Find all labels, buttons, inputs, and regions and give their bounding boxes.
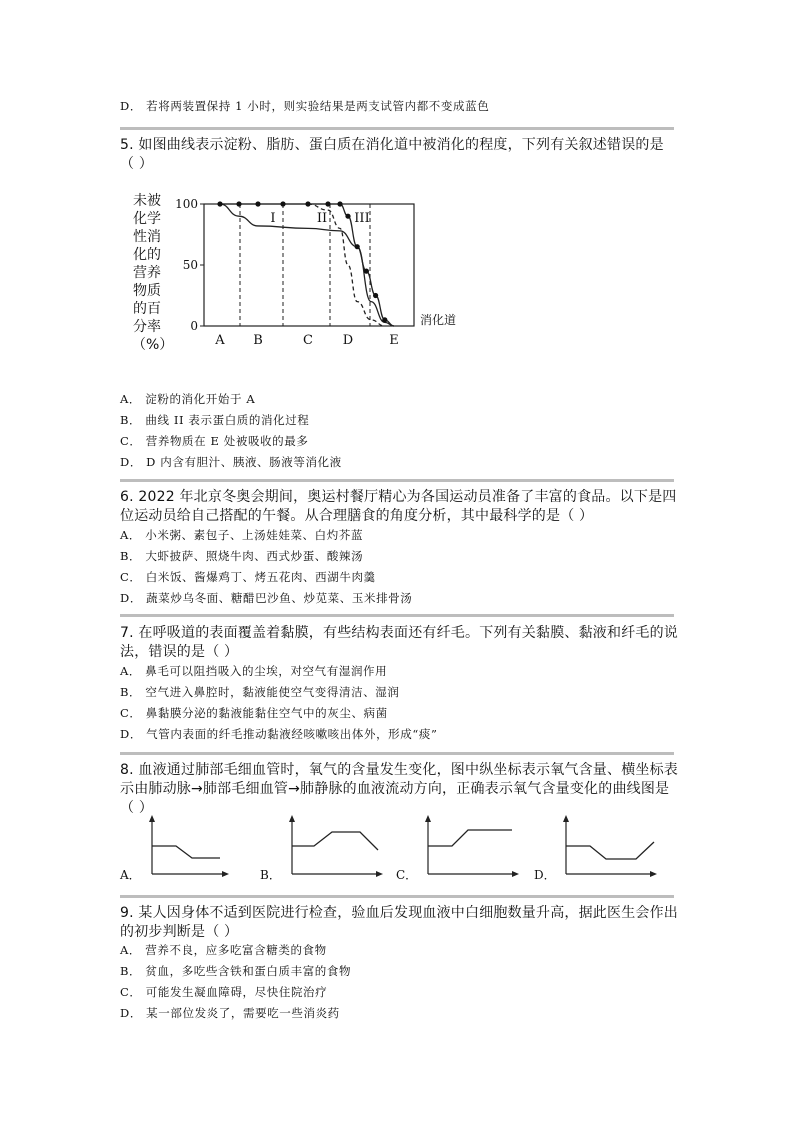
x-category-label: D [342, 333, 354, 348]
q8-graph-d [554, 814, 658, 880]
q9-option-d: D． 某一部位发炎了，需要吃一些消炎药 [120, 1006, 340, 1020]
q9-stem-line2: 的初步判断是（ ） [120, 924, 239, 940]
q7-option-b: B． 空气进入鼻腔时，黏液能使空气变得清洁、湿润 [120, 685, 400, 699]
curve-label: I [270, 211, 276, 226]
ylabel-line: （%） [132, 337, 174, 353]
curve-label: II [316, 211, 328, 226]
q9-stem-line1: 9. 某人因身体不适到医院进行检查，验血后发现血液中白细胞数量升高，据此医生会作出 [120, 905, 679, 921]
ylabel-line: 物质 [133, 283, 161, 299]
q9-option-b: B． 贫血，多吃些含铁和蛋白质丰富的食物 [120, 964, 352, 978]
q8-stem-line1: 8. 血液通过肺部毛细血管时，氧气的含量发生变化，图中纵坐标表示氧气含量、横坐标表 [120, 762, 679, 778]
separator [120, 895, 674, 898]
q5-stem-line2: （ ） [120, 156, 154, 172]
q8-option-c-label: C． [396, 868, 418, 882]
q7-stem-line1: 7. 在呼吸道的表面覆盖着黏膜，有些结构表面还有纤毛。下列有关黏膜、黏液和纤毛的说 [120, 625, 679, 641]
q8-stem-line3: （ ） [120, 800, 154, 816]
curve-iii-point [280, 201, 285, 206]
q5-option-b: B． 曲线 II 表示蛋白质的消化过程 [120, 413, 310, 427]
curve-iii-point [364, 269, 369, 274]
q8-stem-line2: 示由肺动脉→肺部毛细血管→肺静脉的血液流动方向，正确表示氧气含量变化的曲线图是 [120, 781, 670, 797]
ylabel-line: 性消 [133, 229, 161, 245]
ylabel-line: 营养 [133, 265, 161, 281]
y-tick-label: 100 [175, 197, 198, 211]
ylabel-line: 化学 [133, 211, 161, 227]
curve-iii-point [373, 293, 378, 298]
q5-option-a: A． 淀粉的消化开始于 A [120, 392, 256, 406]
x-category-label: B [253, 333, 263, 348]
q9-option-c: C． 可能发生凝血障碍，尽快住院治疗 [120, 985, 328, 999]
q7-option-a: A． 鼻毛可以阻挡吸入的尘埃，对空气有湿润作用 [120, 664, 388, 678]
x-category-label: E [389, 333, 399, 348]
q8-graph-a [140, 814, 230, 880]
curve-iii-point [382, 317, 387, 322]
plot-frame [204, 204, 414, 326]
q8-option-a-label: A． [120, 868, 141, 882]
curve-iii-point [305, 201, 310, 206]
q4-option-d: D． 若将两装置保持 1 小时，则实验结果是两支试管内都不变成蓝色 [120, 99, 490, 113]
separator [120, 752, 674, 755]
curve-iii-point [255, 201, 260, 206]
curve-iii-point [325, 201, 330, 206]
ylabel-line: 未被 [133, 193, 161, 209]
q5-option-c: C． 营养物质在 E 处被吸收的最多 [120, 434, 309, 448]
ylabel-line: 化的 [133, 247, 161, 263]
curve-iii-point [217, 201, 222, 206]
curve-iii-point [337, 201, 342, 206]
ylabel-line: 的百 [133, 301, 161, 317]
q8-graph-c [416, 814, 520, 880]
q8-graph-b [280, 814, 384, 880]
q5-stem-line1: 5. 如图曲线表示淀粉、脂肪、蛋白质在消化道中被消化的程度，下列有关叙述错误的是 [120, 137, 664, 153]
q9-option-a: A． 营养不良，应多吃富含糖类的食物 [120, 943, 327, 957]
digestion-chart [132, 192, 472, 368]
q6-stem-line2: 位运动员给自己搭配的午餐。从合理膳食的角度分析，其中最科学的是（ ） [120, 508, 594, 524]
separator [120, 127, 674, 130]
q6-option-a: A． 小米粥、素包子、上汤娃娃菜、白灼芥蓝 [120, 528, 364, 542]
q5-option-d: D． D 内含有胆汁、胰液、肠液等消化液 [120, 455, 342, 469]
q8-option-b-label: B． [260, 868, 281, 882]
q6-option-b: B． 大虾披萨、照烧牛肉、西式炒蛋、酸辣汤 [120, 549, 364, 563]
q7-option-d: D． 气管内表面的纤毛推动黏液经咳嗽咳出体外，形成“痰” [120, 727, 438, 741]
x-category-label: C [303, 333, 313, 348]
ylabel-line: 分率 [133, 319, 161, 335]
q7-option-c: C． 鼻黏膜分泌的黏液能黏住空气中的灰尘、病菌 [120, 706, 388, 720]
q6-option-d: D． 蔬菜炒乌冬面、糖醋巴沙鱼、炒苋菜、玉米排骨汤 [120, 591, 413, 605]
separator [120, 614, 674, 617]
digestion-chart-svg [132, 192, 472, 368]
curve-iii-point [236, 201, 241, 206]
q8-option-d-label: D． [534, 868, 556, 882]
curve-iii-point [345, 214, 350, 219]
curve-label: III [354, 211, 370, 226]
curve-iii-point [355, 244, 360, 249]
y-tick-label: 0 [190, 319, 198, 333]
q7-stem-line2: 法，错误的是（ ） [120, 644, 239, 660]
separator [120, 479, 674, 482]
q6-option-c: C． 白米饭、酱爆鸡丁、烤五花肉、西湖牛肉羹 [120, 570, 376, 584]
q6-stem-line1: 6. 2022 年北京冬奥会期间，奥运村餐厅精心为各国运动员准备了丰富的食品。以下是四 [120, 489, 677, 505]
y-tick-label: 50 [182, 258, 198, 272]
x-category-label: A [215, 333, 225, 348]
x-axis-title: 消化道 [420, 313, 457, 327]
